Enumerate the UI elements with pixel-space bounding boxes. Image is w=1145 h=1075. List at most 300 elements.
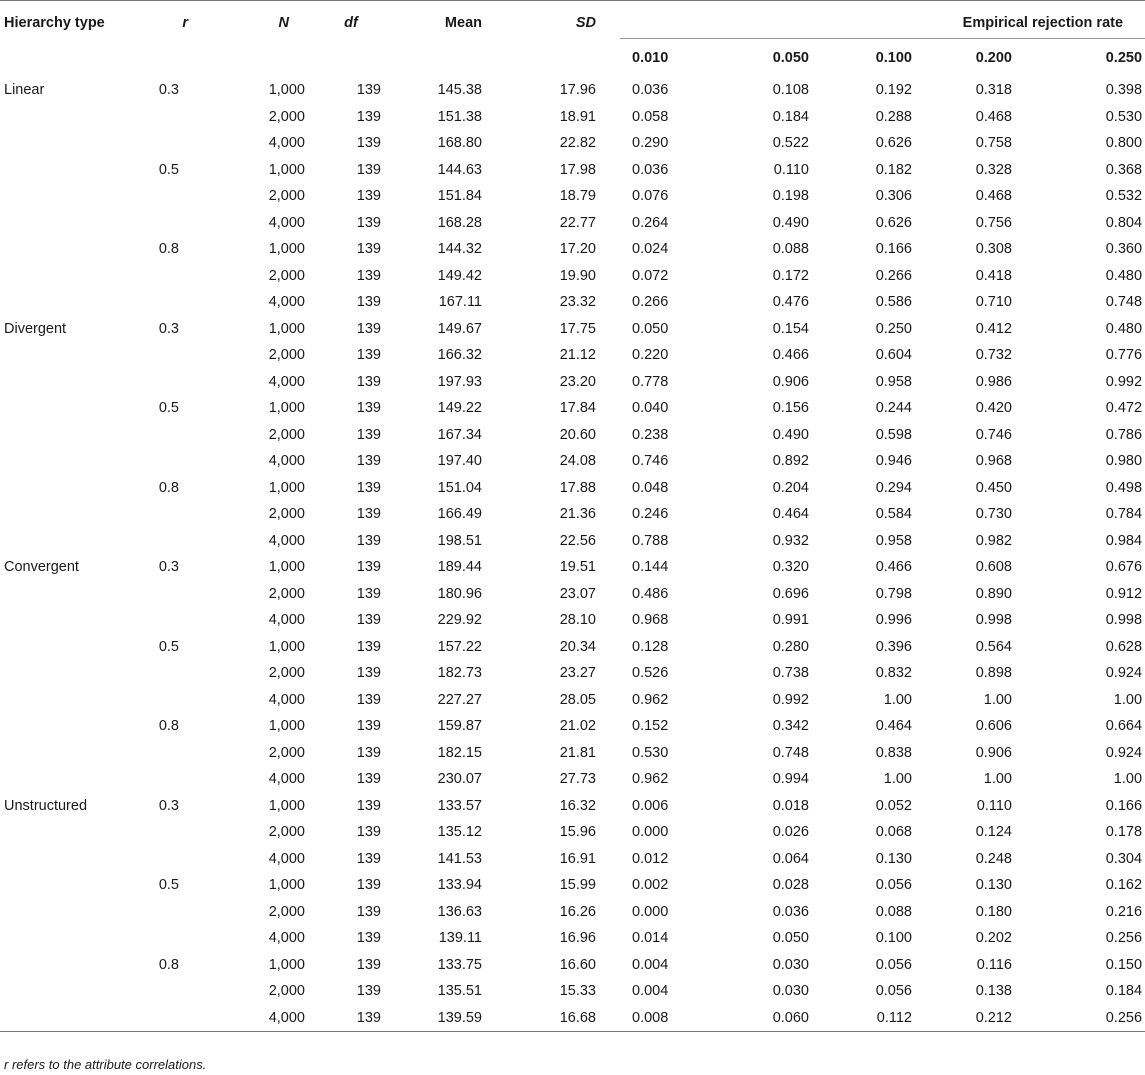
r-cell — [150, 104, 230, 131]
mean-cell: 135.51 — [437, 983, 482, 999]
table-row — [0, 607, 1145, 634]
rate-cell: 0.030 — [772, 956, 809, 973]
rate-cell: 0.890 — [975, 585, 1012, 602]
n-cell: 4,000 — [268, 691, 305, 708]
df-cell: 139 — [356, 373, 381, 390]
rate-cell: 0.418 — [975, 267, 1012, 284]
r-cell: 0.5 — [158, 877, 179, 893]
rate-cell: 0.476 — [772, 294, 809, 310]
header-r: r — [150, 1, 230, 39]
table-row — [0, 369, 1145, 396]
df-cell: 139 — [356, 744, 381, 761]
hierarchy-type-cell — [0, 289, 150, 316]
sd-cell: 17.84 — [559, 400, 596, 416]
n-cell: 4,000 — [268, 612, 305, 628]
df-cell: 139 — [356, 506, 381, 522]
table-row — [0, 687, 1145, 714]
rate-cell: 0.250 — [875, 320, 912, 337]
rate-cell: 0.304 — [1105, 850, 1143, 867]
rate-cell: 0.968 — [975, 453, 1012, 469]
table-row — [0, 157, 1145, 184]
rate-cell: 0.064 — [772, 850, 809, 867]
df-cell: 139 — [356, 612, 381, 628]
rate-cell: 0.004 — [632, 983, 669, 999]
df-cell: 139 — [356, 347, 381, 363]
n-cell: 2,000 — [268, 347, 305, 363]
sd-cell: 19.90 — [559, 267, 596, 284]
r-cell — [150, 422, 230, 449]
table-row — [0, 581, 1145, 608]
rate-cell: 0.172 — [772, 267, 809, 284]
rate-cell: 0.522 — [772, 135, 809, 151]
rate-cell: 0.892 — [772, 453, 809, 469]
sd-cell: 28.10 — [559, 612, 596, 628]
r-cell: 0.3 — [158, 81, 179, 98]
n-cell: 2,000 — [268, 824, 305, 840]
sd-cell: 15.33 — [559, 983, 596, 999]
sd-cell: 23.27 — [559, 665, 596, 681]
r-cell — [150, 607, 230, 634]
n-cell: 4,000 — [268, 771, 305, 787]
rate-cell: 0.008 — [620, 1005, 726, 1032]
sd-cell: 16.68 — [508, 1005, 620, 1032]
rate-cell: 0.130 — [975, 877, 1012, 893]
rate-cell: 0.112 — [833, 1005, 939, 1032]
mean-cell: 139.11 — [438, 930, 482, 946]
rate-cell: 0.050 — [632, 320, 669, 337]
table-row — [0, 660, 1145, 687]
hierarchy-type-cell — [0, 183, 150, 210]
rate-cell: 0.746 — [975, 426, 1012, 443]
rate-cell: 0.800 — [1105, 135, 1143, 151]
hierarchy-type-cell — [0, 740, 150, 767]
rate-cell: 0.532 — [1105, 188, 1143, 204]
rate-cell: 0.758 — [975, 135, 1012, 151]
rate-cell: 0.138 — [975, 983, 1012, 999]
rate-cell: 1.00 — [883, 691, 912, 708]
rate-cell: 0.784 — [1105, 506, 1143, 522]
df-cell: 139 — [356, 241, 381, 257]
df-cell: 139 — [356, 824, 381, 840]
rate-cell: 0.986 — [975, 373, 1012, 390]
mean-cell: 229.92 — [437, 612, 482, 628]
rate-cell: 0.212 — [939, 1005, 1044, 1032]
rate-cell: 0.604 — [875, 347, 912, 363]
rate-cell: 0.308 — [975, 241, 1012, 257]
n-cell: 2,000 — [268, 983, 305, 999]
rate-cell: 0.028 — [772, 877, 809, 893]
mean-cell: 149.22 — [437, 400, 482, 416]
df-cell: 139 — [356, 718, 381, 734]
rate-cell: 0.152 — [632, 718, 669, 734]
df-cell: 139 — [356, 108, 381, 125]
rate-cell: 0.072 — [632, 267, 669, 284]
r-cell: 0.3 — [158, 559, 179, 575]
hierarchy-type-cell — [0, 766, 150, 793]
table-row — [0, 422, 1145, 449]
mean-cell: 180.96 — [437, 585, 482, 602]
rate-cell: 0.696 — [772, 585, 809, 602]
hierarchy-type-cell — [0, 660, 150, 687]
df-cell: 139 — [305, 1005, 397, 1032]
table-row — [0, 475, 1145, 502]
table-footnote: r refers to the attribute correlations. — [4, 1057, 207, 1072]
sd-cell: 18.91 — [559, 108, 596, 125]
mean-cell: 227.27 — [437, 691, 482, 708]
rate-cell: 0.958 — [875, 532, 912, 549]
rate-cell: 0.368 — [1105, 161, 1143, 178]
hierarchy-type-cell — [0, 607, 150, 634]
df-cell: 139 — [356, 267, 381, 284]
rate-cell: 0.198 — [772, 188, 809, 204]
rate-cell: 1.00 — [1113, 771, 1143, 787]
rate-cell: 0.998 — [975, 612, 1012, 628]
rate-cell: 0.748 — [1105, 294, 1143, 310]
n-cell: 1,000 — [268, 718, 305, 734]
rate-cell: 0.498 — [1105, 479, 1143, 496]
hierarchy-type-cell — [0, 1005, 150, 1032]
rate-cell: 1.00 — [983, 691, 1012, 708]
sd-cell: 16.26 — [559, 903, 596, 920]
hierarchy-type-cell: Linear — [4, 81, 45, 98]
table-row — [0, 236, 1145, 263]
rate-cell: 0.924 — [1105, 744, 1143, 761]
rate-cell: 0.144 — [632, 559, 669, 575]
rate-cell: 0.982 — [975, 532, 1012, 549]
rate-cell: 0.398 — [1105, 81, 1143, 98]
hierarchy-type-cell — [0, 846, 150, 873]
sd-cell: 16.32 — [559, 797, 596, 814]
r-cell: 0.5 — [158, 161, 179, 178]
df-cell: 139 — [356, 877, 381, 893]
df-cell: 139 — [356, 665, 381, 681]
hierarchy-type-cell: Convergent — [4, 559, 79, 575]
rate-cell: 0.124 — [975, 824, 1012, 840]
df-cell: 139 — [356, 532, 381, 549]
sd-cell: 23.07 — [559, 585, 596, 602]
mean-cell: 166.32 — [437, 347, 482, 363]
rate-cell: 0.012 — [632, 850, 669, 867]
table-row — [0, 819, 1145, 846]
df-cell: 139 — [356, 188, 381, 204]
df-cell: 139 — [356, 479, 381, 496]
df-cell: 139 — [356, 585, 381, 602]
hierarchy-type-cell — [0, 236, 150, 263]
rate-cell: 0.004 — [632, 956, 669, 973]
n-cell: 4,000 — [268, 294, 305, 310]
mean-cell: 230.07 — [437, 771, 482, 787]
mean-cell: 141.53 — [437, 850, 482, 867]
table-row — [0, 766, 1145, 793]
rate-cell: 0.464 — [875, 718, 912, 734]
sd-cell: 18.79 — [559, 188, 596, 204]
rate-cell: 0.756 — [975, 214, 1012, 231]
rate-cell: 0.202 — [975, 930, 1012, 946]
rate-cell: 0.192 — [875, 81, 912, 98]
r-cell — [150, 183, 230, 210]
header-alpha: 0.200 — [939, 39, 1044, 77]
hierarchy-type-cell — [0, 210, 150, 237]
rate-cell: 0.306 — [875, 188, 912, 204]
rate-cell: 0.412 — [975, 320, 1012, 337]
table-row — [0, 210, 1145, 237]
table-row — [0, 978, 1145, 1005]
r-cell: 0.5 — [158, 400, 179, 416]
n-cell: 1,000 — [268, 797, 305, 814]
rate-cell: 0.530 — [1105, 108, 1143, 125]
rate-cell: 0.932 — [772, 532, 809, 549]
n-cell: 2,000 — [268, 108, 305, 125]
df-cell: 139 — [356, 400, 381, 416]
rate-cell: 0.994 — [772, 771, 809, 787]
mean-cell: 168.80 — [437, 135, 482, 151]
rate-cell: 0.058 — [632, 108, 669, 125]
mean-cell: 133.94 — [437, 877, 482, 893]
hierarchy-type-cell — [0, 104, 150, 131]
r-cell: 0.8 — [158, 241, 179, 257]
rate-cell: 0.182 — [875, 161, 912, 178]
rate-cell: 0.290 — [632, 135, 669, 151]
rate-cell: 0.320 — [772, 559, 809, 575]
rate-cell: 0.000 — [632, 824, 669, 840]
rate-cell: 0.786 — [1105, 426, 1143, 443]
rate-cell: 0.100 — [875, 930, 912, 946]
rate-cell: 0.912 — [1105, 585, 1143, 602]
rate-cell: 0.030 — [772, 983, 809, 999]
rate-cell: 0.006 — [632, 797, 669, 814]
rate-cell: 0.564 — [975, 638, 1012, 655]
rate-cell: 0.130 — [875, 850, 912, 867]
rate-cell: 0.804 — [1105, 214, 1143, 231]
table-row — [0, 130, 1145, 157]
n-cell: 2,000 — [268, 665, 305, 681]
rate-cell: 0.732 — [975, 347, 1012, 363]
rate-cell: 0.060 — [726, 1005, 833, 1032]
r-cell — [150, 687, 230, 714]
rate-cell: 0.002 — [632, 877, 669, 893]
rate-cell: 0.958 — [875, 373, 912, 390]
df-cell: 139 — [356, 691, 381, 708]
table-row — [0, 342, 1145, 369]
hierarchy-type-cell — [0, 342, 150, 369]
n-cell: 4,000 — [268, 532, 305, 549]
df-cell: 139 — [356, 956, 381, 973]
rate-cell: 0.328 — [975, 161, 1012, 178]
df-cell: 139 — [356, 850, 381, 867]
rate-cell: 0.178 — [1105, 824, 1143, 840]
rate-cell: 0.730 — [975, 506, 1012, 522]
rate-cell: 0.396 — [875, 638, 912, 655]
hierarchy-type-cell — [0, 369, 150, 396]
rate-cell: 0.832 — [875, 665, 912, 681]
header-alpha: 0.050 — [726, 39, 833, 77]
header-df: df — [305, 1, 397, 39]
df-cell: 139 — [356, 930, 381, 946]
n-cell: 1,000 — [268, 559, 305, 575]
rate-cell: 0.466 — [772, 347, 809, 363]
rate-cell: 0.036 — [632, 161, 669, 178]
rate-cell: 0.924 — [1105, 665, 1143, 681]
table-row — [0, 448, 1145, 475]
rate-cell: 0.468 — [975, 188, 1012, 204]
rate-cell: 0.586 — [875, 294, 912, 310]
rate-cell: 0.116 — [976, 956, 1012, 973]
r-cell — [150, 846, 230, 873]
rate-cell: 0.468 — [975, 108, 1012, 125]
table-row — [0, 104, 1145, 131]
rate-cell: 0.156 — [772, 400, 809, 416]
rate-cell: 0.992 — [772, 691, 809, 708]
rate-cell: 0.244 — [875, 400, 912, 416]
n-cell: 1,000 — [268, 320, 305, 337]
n-cell: 1,000 — [268, 81, 305, 98]
rate-cell: 0.248 — [975, 850, 1012, 867]
sd-cell: 28.05 — [559, 691, 596, 708]
n-cell: 4,000 — [268, 453, 305, 469]
r-cell — [150, 978, 230, 1005]
r-cell — [150, 766, 230, 793]
sd-cell: 23.20 — [559, 373, 596, 390]
r-cell — [150, 130, 230, 157]
rate-cell: 0.608 — [975, 559, 1012, 575]
rate-cell: 0.748 — [772, 744, 809, 761]
hierarchy-type-cell — [0, 925, 150, 952]
rate-cell: 0.076 — [632, 188, 669, 204]
table-body — [0, 77, 1145, 1032]
n-cell: 2,000 — [268, 426, 305, 443]
table-row — [0, 528, 1145, 555]
header-alpha: 0.250 — [1044, 39, 1145, 77]
rate-cell: 0.664 — [1105, 718, 1143, 734]
mean-cell: 167.11 — [438, 294, 482, 310]
rate-cell: 0.108 — [772, 81, 809, 98]
mean-cell: 182.15 — [437, 744, 482, 761]
rate-cell: 0.530 — [632, 744, 669, 761]
table-row — [0, 501, 1145, 528]
hierarchy-type-cell: Unstructured — [4, 797, 88, 814]
df-cell: 139 — [356, 320, 381, 337]
rate-cell: 0.088 — [772, 241, 809, 257]
rate-cell: 0.992 — [1105, 373, 1143, 390]
rate-cell: 0.776 — [1105, 347, 1143, 363]
rate-cell: 0.486 — [632, 585, 669, 602]
header-alpha: 0.010 — [620, 39, 726, 77]
sd-cell: 19.51 — [559, 559, 596, 575]
mean-cell: 182.73 — [437, 665, 482, 681]
df-cell: 139 — [356, 135, 381, 151]
rate-cell: 0.466 — [875, 559, 912, 575]
r-cell — [150, 1005, 230, 1032]
rate-cell: 0.056 — [875, 983, 912, 999]
header-alpha: 0.100 — [833, 39, 939, 77]
header-hierarchy-type: Hierarchy type — [0, 1, 150, 39]
rate-cell: 0.998 — [1105, 612, 1143, 628]
table-row — [0, 740, 1145, 767]
mean-cell: 189.44 — [437, 559, 482, 575]
r-cell: 0.8 — [158, 718, 179, 734]
n-cell: 2,000 — [268, 267, 305, 284]
rate-cell: 0.778 — [632, 373, 669, 390]
mean-cell: 133.75 — [437, 956, 482, 973]
r-cell — [150, 448, 230, 475]
hierarchy-type-cell — [0, 899, 150, 926]
mean-cell: 198.51 — [437, 532, 482, 549]
rate-cell: 0.360 — [1105, 241, 1143, 257]
rate-cell: 1.00 — [1113, 691, 1143, 708]
header-empirical-rejection-rate: Empirical rejection rate — [620, 1, 1145, 39]
r-cell — [150, 501, 230, 528]
r-cell: 0.5 — [158, 638, 179, 655]
rate-cell: 0.088 — [875, 903, 912, 920]
hierarchy-type-cell — [0, 263, 150, 290]
n-cell: 2,000 — [268, 585, 305, 602]
df-cell: 139 — [356, 426, 381, 443]
df-cell: 139 — [356, 638, 381, 655]
r-cell — [150, 581, 230, 608]
df-cell: 139 — [356, 559, 381, 575]
rate-cell: 0.746 — [632, 453, 669, 469]
rate-cell: 0.898 — [975, 665, 1012, 681]
rate-cell: 0.280 — [772, 638, 809, 655]
mean-cell: 151.04 — [437, 479, 482, 496]
rate-cell: 0.946 — [875, 453, 912, 469]
rate-cell: 0.584 — [875, 506, 912, 522]
n-cell: 2,000 — [268, 506, 305, 522]
rate-cell: 1.00 — [983, 771, 1012, 787]
n-cell: 4,000 — [268, 135, 305, 151]
hierarchy-type-cell — [0, 501, 150, 528]
hierarchy-type-cell — [0, 157, 150, 184]
n-cell: 4,000 — [230, 1005, 305, 1032]
mean-cell: 151.84 — [437, 188, 482, 204]
sd-cell: 17.88 — [559, 479, 596, 496]
sd-cell: 27.73 — [559, 771, 596, 787]
rate-cell: 0.040 — [632, 400, 669, 416]
rate-cell: 0.150 — [1105, 956, 1143, 973]
mean-cell: 144.63 — [437, 161, 482, 178]
rate-cell: 0.738 — [772, 665, 809, 681]
r-cell: 0.8 — [158, 479, 179, 496]
mean-cell: 149.42 — [437, 267, 482, 284]
rate-cell: 0.420 — [975, 400, 1012, 416]
rate-cell: 0.626 — [875, 135, 912, 151]
rate-cell: 0.906 — [975, 744, 1012, 761]
rate-cell: 0.036 — [772, 903, 809, 920]
rate-cell: 0.000 — [632, 903, 669, 920]
mean-cell: 197.93 — [437, 373, 482, 390]
n-cell: 4,000 — [268, 214, 305, 231]
rate-cell: 0.050 — [772, 930, 809, 946]
sd-cell: 20.34 — [559, 638, 596, 655]
table-row — [0, 899, 1145, 926]
rate-cell: 0.450 — [975, 479, 1012, 496]
hierarchy-type-cell — [0, 634, 150, 661]
sd-cell: 20.60 — [559, 426, 596, 443]
df-cell: 139 — [356, 771, 381, 787]
hierarchy-type-cell — [0, 819, 150, 846]
rate-cell: 0.984 — [1105, 532, 1143, 549]
rate-cell: 0.238 — [632, 426, 669, 443]
rate-cell: 0.256 — [1044, 1005, 1145, 1032]
table-row — [0, 872, 1145, 899]
mean-cell: 136.63 — [437, 903, 482, 920]
n-cell: 4,000 — [268, 930, 305, 946]
rate-cell: 0.166 — [1105, 797, 1143, 814]
sd-cell: 16.91 — [559, 850, 596, 867]
table-row — [0, 554, 1145, 581]
mean-cell: 159.87 — [437, 718, 482, 734]
mean-cell: 145.38 — [437, 81, 482, 98]
